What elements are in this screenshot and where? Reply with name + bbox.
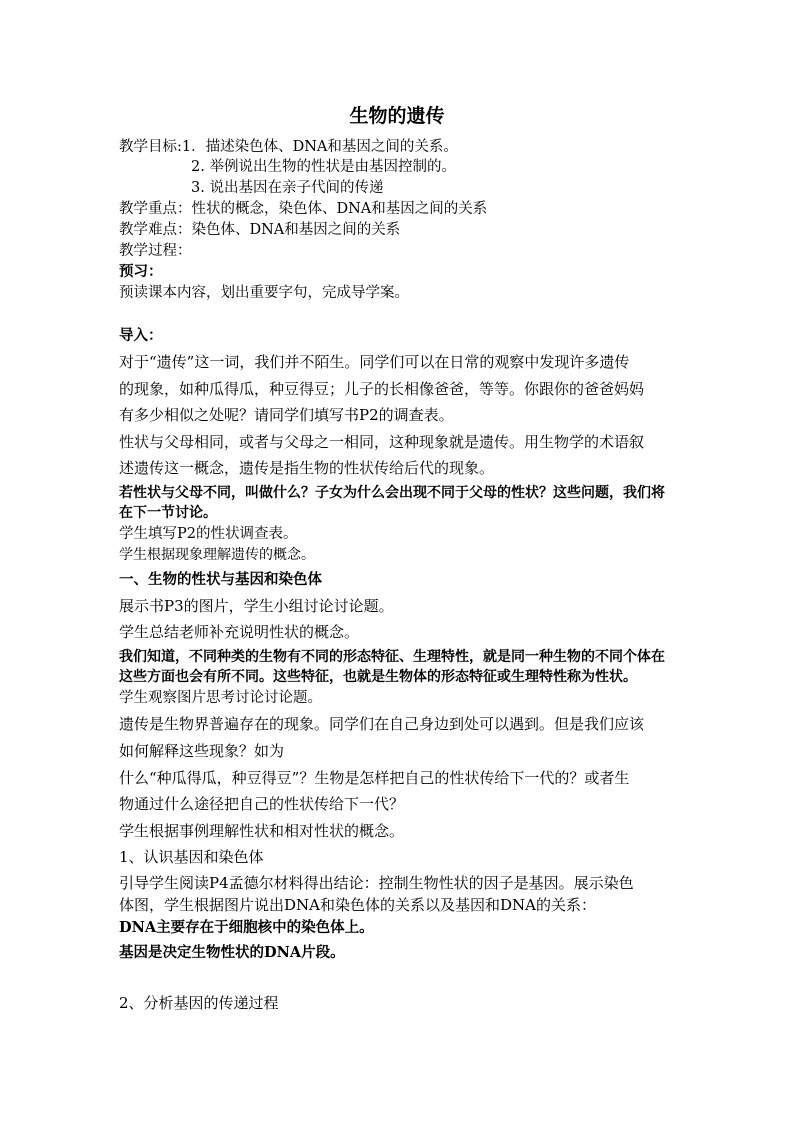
intro-bold-question: 在下一节讨论。 <box>119 505 217 521</box>
section-1-line: 什么“种瓜得瓜，种豆得豆”？生物是怎样把自己的性状传给下一代的？或者生 <box>119 769 630 787</box>
section-1-bold-line: 这些方面也会有所不同。这些特征，也就是生物体的形态特征或生理特性称为性状。 <box>119 669 637 685</box>
section-1-heading: 一、生物的性状与基因和染色体 <box>119 571 322 588</box>
teaching-goal-2: 2. 举例说出生物的性状是由基因控制的。 <box>191 159 456 175</box>
subsection-1-heading: 1、认识基因和染色体 <box>119 848 264 866</box>
teaching-process-label: 教学过程： <box>119 243 192 259</box>
teaching-goal-3: 3. 说出基因在亲子代间的传递 <box>191 180 384 196</box>
intro-paragraph-line: 的现象，如种瓜得瓜，种豆得豆；儿子的长相像爸爸，等等。你跟你的爸爸妈妈 <box>119 380 645 398</box>
section-1-bold-line: 我们知道，不同种类的生物有不同的形态特征、生理特性，就是同一种生物的不同个体在 <box>119 649 665 665</box>
student-fill-survey: 学生填写P2的性状调查表。 <box>119 526 298 542</box>
intro-paragraph-line: 述遗传这一概念，遗传是指生物的性状传给后代的现象。 <box>119 459 495 477</box>
document-title: 生物的遗传 <box>349 105 445 127</box>
section-1-line: 学生观察图片思考讨论讨论题。 <box>119 690 322 706</box>
teaching-key-points: 教学重点：性状的概念，染色体、DNA和基因之间的关系 <box>119 201 488 217</box>
intro-paragraph-line: 有多少相似之处呢？请同学们填写书P2的调查表。 <box>119 406 454 424</box>
subsection-1-bold-line: DNA主要存在于细胞核中的染色体上。 <box>119 919 374 936</box>
section-1-line: 学生总结老师补充说明性状的概念。 <box>119 623 360 641</box>
section-1-line: 遗传是生物界普遍存在的现象。同学们在自己身边到处可以遇到。但是我们应该 <box>119 715 645 733</box>
intro-paragraph-line: 性状与父母相同，或者与父母之一相同，这种现象就是遗传。用生物学的术语叙 <box>119 433 645 451</box>
section-1-line: 如何解释这些现象？如为 <box>119 742 285 760</box>
section-1-line: 展示书P3的图片，学生小组讨论讨论题。 <box>119 597 394 615</box>
subsection-1-line: 体图，学生根据图片说出DNA和染色体的关系以及基因和DNA的关系： <box>119 896 596 914</box>
subsection-1-bold-line: 基因是决定生物性状的DNA片段。 <box>119 944 345 961</box>
subsection-2-heading: 2、分析基因的传递过程 <box>119 994 279 1012</box>
section-1-line: 物通过什么途径把自己的性状传给下一代？ <box>119 795 405 813</box>
intro-heading: 导入： <box>119 327 163 344</box>
teaching-goal-1: 教学目标:1．描述染色体、DNA和基因之间的关系。 <box>119 139 458 155</box>
intro-bold-question: 若性状与父母不同，叫做什么？子女为什么会出现不同于父母的性状？这些问题，我们将 <box>119 485 665 501</box>
student-understand-heredity: 学生根据现象理解遗传的概念。 <box>119 547 315 563</box>
subsection-1-line: 引导学生阅读P4孟德尔材料得出结论：控制生物性状的因子是基因。展示染色 <box>119 874 634 892</box>
teaching-difficulties: 教学难点：染色体、DNA和基因之间的关系 <box>119 222 401 238</box>
intro-paragraph-line: 对于“遗传”这一词，我们并不陌生。同学们可以在日常的观察中发现许多遗传 <box>119 353 630 371</box>
preview-heading: 预习： <box>119 263 163 280</box>
preview-text: 预读课本内容，划出重要字句，完成导学案。 <box>119 285 409 301</box>
section-1-line: 学生根据事例理解性状和相对性状的概念。 <box>119 822 405 840</box>
